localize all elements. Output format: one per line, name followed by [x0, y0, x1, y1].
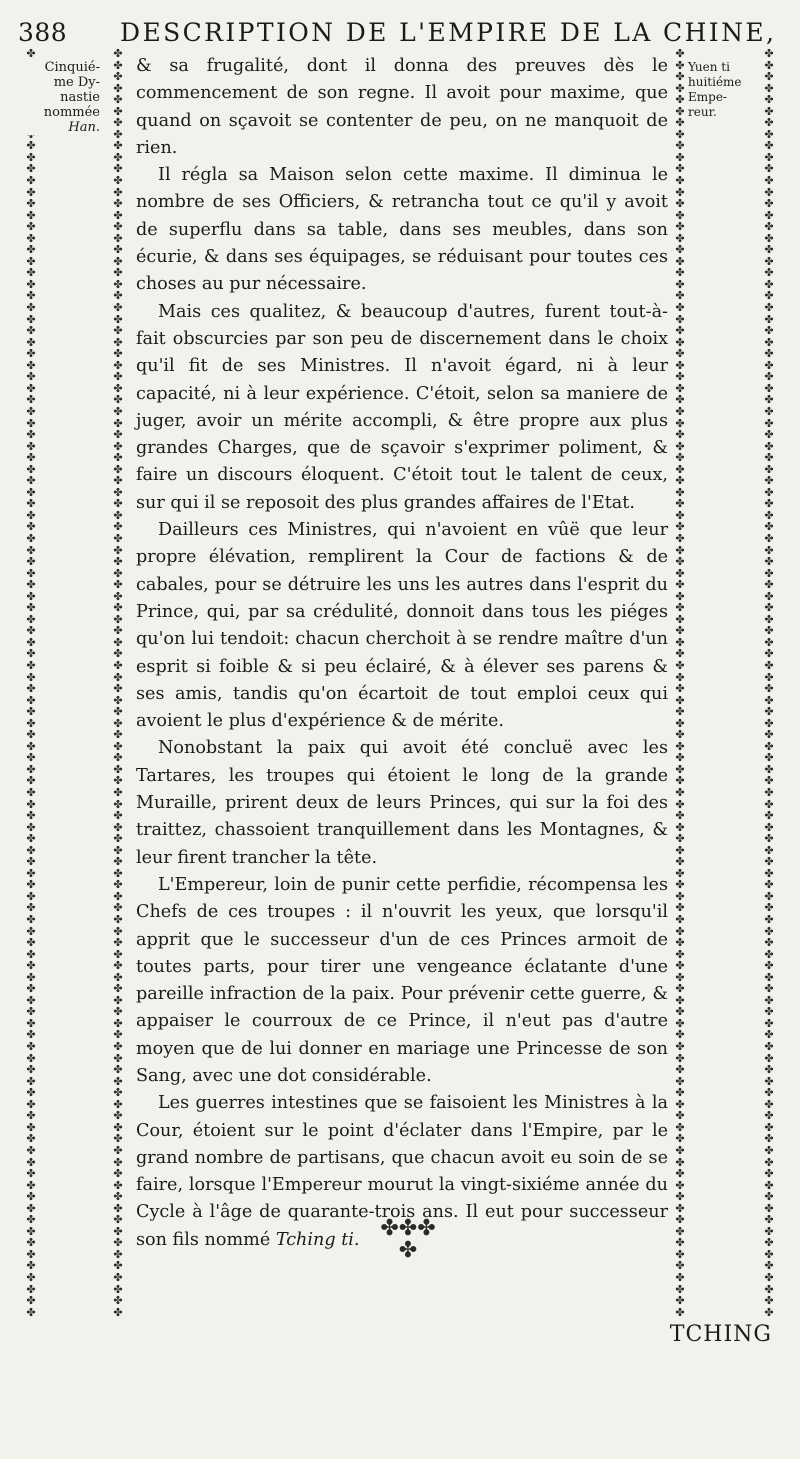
margin-note-dynasty	[22, 60, 100, 135]
fleuron-border-left-inner: ✤✤✤✤✤✤✤✤✤✤✤✤✤✤✤✤✤✤✤✤✤✤✤✤✤✤✤✤✤✤✤✤✤✤✤✤✤✤✤✤✤✤✤✤✤✤✤✤✤✤✤✤✤✤✤✤✤✤✤✤✤✤✤✤✤✤✤✤✤✤✤✤✤✤✤✤✤✤✤✤✤✤✤✤✤✤✤✤✤✤✤✤✤✤✤✤✤✤✤✤✤✤✤✤✤✤✤✤✤✤	[113, 48, 123, 1319]
fleuron-border-right-outer: ✤✤✤✤✤✤✤✤✤✤✤✤✤✤✤✤✤✤✤✤✤✤✤✤✤✤✤✤✤✤✤✤✤✤✤✤✤✤✤✤✤✤✤✤✤✤✤✤✤✤✤✤✤✤✤✤✤✤✤✤✤✤✤✤✤✤✤✤✤✤✤✤✤✤✤✤✤✤✤✤✤✤✤✤✤✤✤✤✤✤✤✤✤✤✤✤✤✤✤✤✤✤✤✤✤✤✤✤✤✤	[764, 48, 774, 1319]
margin-note-line: Empe-	[688, 90, 727, 104]
margin-note-emperor	[688, 60, 764, 120]
paragraph-text: Les guerres intestines que se faisoient les Ministres à la Cour, étoient sur le point d'éclater dans l'Empire, par le grand nombre de partisans, que chacun avoit eu soin de se faire, lorsque l'Empereur mourut la vingt-sixiéme année du Cycle à l'âge de quarante-trois ans. Il eut pour successeur son fils nommé	[136, 1093, 668, 1250]
margin-note-line: nastie	[60, 90, 100, 105]
fleuron-ornament-icon: ✤✤✤ ✤	[380, 1216, 436, 1263]
fleuron-border-left-outer: ✤ ✤✤✤✤✤✤✤✤✤✤✤✤✤✤✤✤✤✤✤✤✤✤✤✤✤✤✤✤✤✤✤✤✤✤✤✤✤✤✤✤✤✤✤✤✤✤✤✤✤✤✤✤✤✤✤✤✤✤✤✤✤✤✤✤✤✤✤✤✤✤✤✤✤✤✤✤✤✤✤✤✤✤✤✤✤✤✤✤✤✤✤✤✤✤✤✤✤✤✤✤✤✤	[26, 48, 36, 1319]
margin-note-line: huitiéme	[688, 75, 742, 89]
catchword: TCHING	[669, 1322, 772, 1347]
margin-note-line: Han.	[68, 120, 100, 135]
emperor-name: Tching ti.	[275, 1229, 360, 1250]
margin-note-line: Yuen ti	[688, 60, 730, 74]
paragraph: Il régla sa Maison selon cette maxime. Il diminua le nombre de ses Officiers, & retrancha tout ce qu'il y avoit de superflu dans sa table, dans ses meubles, dans son écurie, & dans ses équipages, se réduisant pour toutes ces choses au pur nécessaire.	[136, 165, 668, 295]
paragraph: Dailleurs ces Ministres, qui n'avoient en vûë que leur propre élévation, remplirent la Cour de factions & de cabales, pour se détruire les uns les autres dans l'esprit du Prince, qui, par sa crédulité, donnoit dans tous les piéges qu'on lui tendoit: chacun cherchoit à se rendre maître d'un esprit si foible & si peu éclairé, & à élever ses parens & ses amis, tandis qu'on écartoit de tout emploi ceux qui avoient le plus d'expérience & de mérite.	[136, 520, 668, 732]
margin-note-line: reur.	[688, 105, 717, 119]
paragraph: Mais ces qualitez, & beaucoup d'autres, furent tout-à-fait obscurcies par son peu de discernement dans le choix qu'il fit de ses Ministres. Il n'avoit égard, ni à leur capacité, ni à leur expérience. C'étoit, selon sa maniere de juger, avoir un mérite accompli, & être propre aux plus grandes Charges, que de sçavoir s'exprimer poliment, & faire un discours éloquent. C'étoit tout le talent de ceux, sur qui il se reposoit des plus grandes affaires de l'Etat.	[136, 301, 668, 513]
paragraph: & sa frugalité, dont il donna des preuves dès le commencement de son regne. Il avoit pour maxime, que quand on sçavoit se contenter de peu, on ne manquoit de rien.	[136, 56, 668, 158]
paragraph: L'Empereur, loin de punir cette perfidie, récompensa les Chefs de ces troupes : il n'ouvrit les yeux, que lorsqu'il apprit que le successeur d'un de ces Princes armoit de toutes parts, pour tirer une vengeance éclatante d'une pareille infraction de la paix. Pour prévenir cette guerre, & appaiser le courroux de ce Prince, il n'eut pas d'autre moyen que de lui donner en mariage une Princesse de son Sang, avec une dot considérable.	[136, 874, 668, 1086]
page-header	[18, 18, 778, 54]
page-number: 388	[18, 18, 68, 47]
body-text	[136, 53, 668, 1254]
running-head: DESCRIPTION DE L'EMPIRE DE LA CHINE,	[120, 18, 777, 47]
paragraph: Nonobstant la paix qui avoit été concluë avec les Tartares, les troupes qui étoient le long de la grande Muraille, prirent deux de leurs Princes, qui sur la foi des traittez, chassoient tranquillement dans les Montagnes, & leur firent trancher la tête.	[136, 738, 668, 868]
fleuron-border-right-inner: ✤✤✤✤✤✤✤✤✤✤✤✤✤✤✤✤✤✤✤✤✤✤✤✤✤✤✤✤✤✤✤✤✤✤✤✤✤✤✤✤✤✤✤✤✤✤✤✤✤✤✤✤✤✤✤✤✤✤✤✤✤✤✤✤✤✤✤✤✤✤✤✤✤✤✤✤✤✤✤✤✤✤✤✤✤✤✤✤✤✤✤✤✤✤✤✤✤✤✤✤✤✤✤✤✤✤✤✤✤✤	[675, 48, 685, 1319]
margin-note-line: me Dy-	[53, 75, 100, 90]
margin-note-line: nommée	[43, 105, 100, 120]
margin-note-line: Cinquié-	[44, 60, 100, 75]
